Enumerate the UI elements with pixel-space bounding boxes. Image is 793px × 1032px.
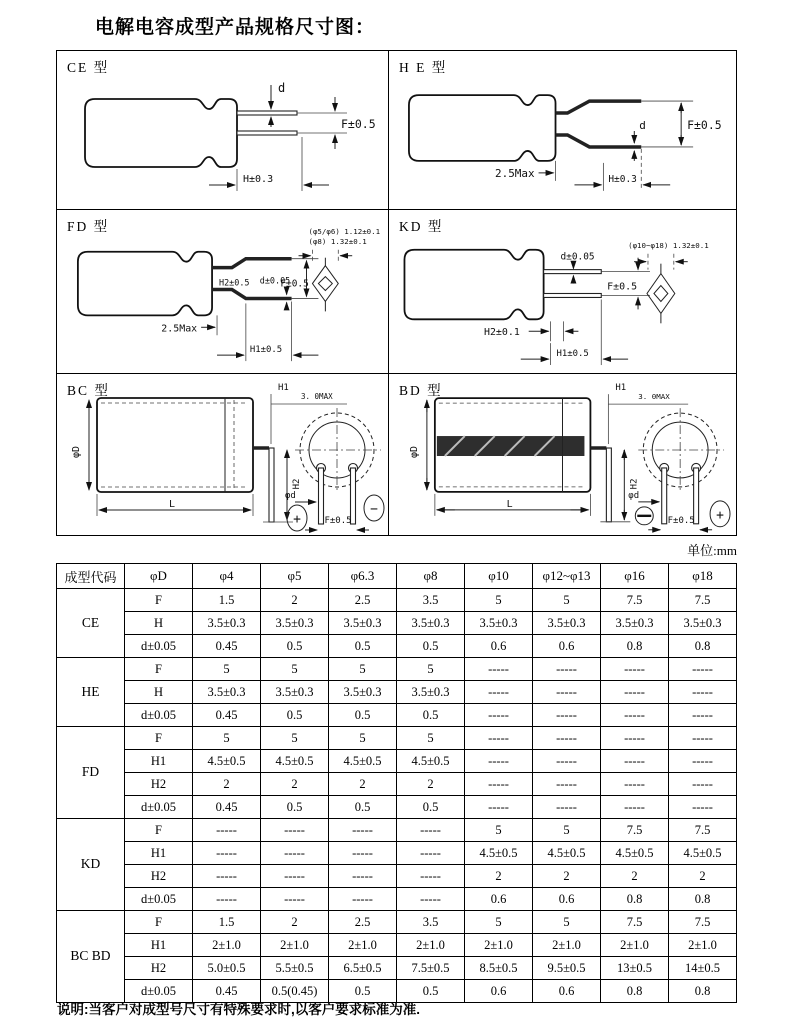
value-cell: 5 (261, 658, 329, 681)
bc-dim-max: 3. 0MAX (301, 392, 333, 401)
table-row (57, 658, 737, 681)
value-cell: ----- (261, 819, 329, 842)
param-cell: H1 (125, 842, 193, 865)
value-cell: ----- (601, 796, 669, 819)
value-cell: 2 (329, 773, 397, 796)
value-cell: 0.5 (397, 980, 465, 1003)
value-cell: 0.6 (533, 888, 601, 911)
column-header: φ5 (261, 564, 329, 589)
bd-dim-h2: H2 (629, 478, 640, 490)
value-cell: ----- (465, 750, 533, 773)
value-cell: 7.5 (669, 589, 737, 612)
panel-ce-title: CE 型 (67, 60, 110, 75)
param-cell: H2 (125, 773, 193, 796)
value-cell: 0.5(0.45) (261, 980, 329, 1003)
value-cell: 7.5 (601, 589, 669, 612)
value-cell: 0.8 (601, 635, 669, 658)
value-cell: 2 (601, 865, 669, 888)
table-row (57, 911, 737, 934)
param-cell: d±0.05 (125, 980, 193, 1003)
value-cell: 2 (261, 773, 329, 796)
fd-dim-max: 2.5Max (161, 323, 198, 335)
value-cell: 0.8 (601, 980, 669, 1003)
panel-kd (388, 209, 736, 373)
table-row (57, 865, 737, 888)
bc-minus-mark: − (370, 502, 378, 517)
bd-dim-h1: H1 (615, 383, 627, 394)
value-cell: 7.5 (669, 819, 737, 842)
value-cell: 2±1.0 (397, 934, 465, 957)
value-cell: ----- (397, 842, 465, 865)
value-cell: 0.6 (533, 980, 601, 1003)
param-cell: F (125, 727, 193, 750)
param-cell: H2 (125, 865, 193, 888)
fd-dim-h2: H2±0.5 (219, 277, 250, 288)
value-cell: 0.5 (329, 635, 397, 658)
value-cell: ----- (397, 819, 465, 842)
value-cell: 2 (397, 773, 465, 796)
table-row (57, 750, 737, 773)
value-cell: 5 (261, 727, 329, 750)
value-cell: ----- (193, 842, 261, 865)
table-row (57, 635, 737, 658)
table-row (57, 612, 737, 635)
value-cell: 5.0±0.5 (193, 957, 261, 980)
value-cell: 2±1.0 (329, 934, 397, 957)
value-cell: 3.5±0.3 (329, 612, 397, 635)
value-cell: 5.5±0.5 (261, 957, 329, 980)
value-cell: 0.8 (669, 888, 737, 911)
value-cell: ----- (601, 704, 669, 727)
type-code-cell: FD (57, 727, 125, 819)
panel-bd (388, 373, 736, 535)
value-cell: 0.8 (601, 888, 669, 911)
type-code-cell: CE (57, 589, 125, 658)
value-cell: ----- (669, 773, 737, 796)
param-cell: F (125, 911, 193, 934)
value-cell: 5 (465, 911, 533, 934)
value-cell: 2.5 (329, 911, 397, 934)
column-header: φ8 (397, 564, 465, 589)
value-cell: ----- (533, 796, 601, 819)
param-cell: F (125, 589, 193, 612)
value-cell: 7.5 (601, 911, 669, 934)
value-cell: ----- (397, 888, 465, 911)
value-cell: 3.5±0.3 (669, 612, 737, 635)
fd-dim-d: d±0.05 (259, 275, 291, 286)
value-cell: 6.5±0.5 (329, 957, 397, 980)
diagram-grid (56, 50, 737, 536)
bc-dim-l: L (168, 499, 176, 510)
footnote: 说明:当客户对成型号尺寸有特殊要求时,以客户要求标准为准. (57, 1002, 420, 1017)
table-row (57, 888, 737, 911)
fd-inset-line2: (φ8) 1.32±0.1 (308, 236, 367, 246)
value-cell: 0.5 (329, 704, 397, 727)
value-cell: ----- (465, 681, 533, 704)
value-cell: 14±0.5 (669, 957, 737, 980)
column-header: φ12~φ13 (533, 564, 601, 589)
value-cell: 13±0.5 (601, 957, 669, 980)
spec-table-body (57, 589, 737, 1003)
value-cell: 0.6 (533, 635, 601, 658)
value-cell: 3.5±0.3 (397, 681, 465, 704)
bc-dim-phi-d-lead: φd (285, 491, 296, 501)
panel-kd-title: KD 型 (399, 219, 444, 234)
value-cell: ----- (397, 865, 465, 888)
column-header: φ10 (465, 564, 533, 589)
bc-plus-mark: + (293, 512, 301, 527)
kd-dim-d: d±0.05 (560, 251, 595, 263)
value-cell: 5 (533, 589, 601, 612)
value-cell: 2±1.0 (193, 934, 261, 957)
value-cell: 2±1.0 (465, 934, 533, 957)
param-cell: H1 (125, 750, 193, 773)
param-cell: d±0.05 (125, 796, 193, 819)
table-row (57, 819, 737, 842)
value-cell: 2 (261, 589, 329, 612)
panel-bd-title: BD 型 (399, 383, 443, 398)
value-cell: ----- (601, 658, 669, 681)
value-cell: ----- (193, 819, 261, 842)
panel-bc (57, 373, 388, 535)
value-cell: 2.5 (329, 589, 397, 612)
value-cell: 0.45 (193, 704, 261, 727)
panel-fd (57, 209, 388, 373)
value-cell: 3.5±0.3 (261, 612, 329, 635)
column-header: φ6.3 (329, 564, 397, 589)
table-row (57, 589, 737, 612)
value-cell: 2 (465, 865, 533, 888)
value-cell: ----- (601, 750, 669, 773)
value-cell: 4.5±0.5 (465, 842, 533, 865)
fd-dim-f: F±0.5 (280, 278, 309, 290)
table-row (57, 773, 737, 796)
value-cell: 5 (465, 819, 533, 842)
value-cell: 0.8 (669, 980, 737, 1003)
value-cell: 5 (533, 911, 601, 934)
value-cell: 2 (261, 911, 329, 934)
panel-bc-title: BC 型 (67, 383, 110, 398)
value-cell: 3.5±0.3 (465, 612, 533, 635)
value-cell: ----- (329, 819, 397, 842)
value-cell: 0.5 (261, 704, 329, 727)
value-cell: 7.5 (601, 819, 669, 842)
value-cell: ----- (193, 888, 261, 911)
value-cell: ----- (193, 865, 261, 888)
table-row (57, 842, 737, 865)
value-cell: 3.5±0.3 (193, 681, 261, 704)
param-cell: H2 (125, 957, 193, 980)
column-header: φ18 (669, 564, 737, 589)
value-cell: 1.5 (193, 589, 261, 612)
value-cell: 3.5±0.3 (601, 612, 669, 635)
he-dim-f: F±0.5 (687, 118, 722, 133)
column-header: 成型代码 (57, 564, 125, 589)
value-cell: ----- (465, 704, 533, 727)
value-cell: 0.5 (329, 796, 397, 819)
value-cell: 5 (193, 658, 261, 681)
value-cell: 3.5±0.3 (193, 612, 261, 635)
value-cell: ----- (533, 704, 601, 727)
table-row (57, 704, 737, 727)
value-cell: ----- (601, 681, 669, 704)
value-cell: ----- (601, 727, 669, 750)
value-cell: 0.45 (193, 635, 261, 658)
value-cell: ----- (533, 681, 601, 704)
value-cell: 4.5±0.5 (329, 750, 397, 773)
column-header: φ4 (193, 564, 261, 589)
value-cell: 2 (193, 773, 261, 796)
he-dim-d: d (639, 119, 646, 133)
value-cell: 0.5 (261, 796, 329, 819)
value-cell: ----- (261, 842, 329, 865)
type-code-cell: BC BD (57, 911, 125, 1003)
value-cell: 1.5 (193, 911, 261, 934)
value-cell: 0.6 (465, 888, 533, 911)
value-cell: ----- (465, 658, 533, 681)
value-cell: 8.5±0.5 (465, 957, 533, 980)
ce-dim-d: d (278, 81, 286, 95)
param-cell: H (125, 681, 193, 704)
value-cell: 4.5±0.5 (669, 842, 737, 865)
value-cell: 5 (397, 658, 465, 681)
bc-dim-h1: H1 (278, 383, 289, 393)
spec-table-header-row (57, 564, 737, 589)
value-cell: 0.5 (397, 635, 465, 658)
value-cell: ----- (465, 773, 533, 796)
value-cell: ----- (669, 796, 737, 819)
bd-dim-max: 3. 0MAX (638, 392, 670, 402)
value-cell: 4.5±0.5 (193, 750, 261, 773)
value-cell: ----- (533, 773, 601, 796)
param-cell: d±0.05 (125, 635, 193, 658)
kd-dim-h1: H1±0.5 (556, 349, 589, 360)
value-cell: 0.6 (465, 980, 533, 1003)
value-cell: 2 (669, 865, 737, 888)
fd-inset-line1: (φ5/φ6) 1.12±0.1 (308, 226, 381, 236)
value-cell: 0.45 (193, 796, 261, 819)
unit-label: 单位:mm (687, 543, 737, 558)
param-cell: F (125, 819, 193, 842)
value-cell: ----- (261, 888, 329, 911)
table-row (57, 796, 737, 819)
value-cell: 2±1.0 (669, 934, 737, 957)
kd-dim-h2: H2±0.1 (483, 327, 520, 339)
bd-dim-l: L (506, 498, 513, 510)
value-cell: 3.5 (397, 911, 465, 934)
bd-dim-phi-d-lead: φd (628, 490, 640, 501)
table-row (57, 727, 737, 750)
value-cell: 0.5 (329, 980, 397, 1003)
value-cell: 5 (397, 727, 465, 750)
value-cell: ----- (669, 727, 737, 750)
value-cell: 0.5 (397, 704, 465, 727)
panel-fd-title: FD 型 (67, 219, 110, 234)
value-cell: 3.5±0.3 (533, 612, 601, 635)
value-cell: ----- (669, 658, 737, 681)
spec-table (56, 563, 737, 1003)
kd-inset-line1: (φ10~φ18) 1.32±0.1 (628, 240, 709, 250)
value-cell: ----- (533, 727, 601, 750)
table-row (57, 934, 737, 957)
bd-dim-phi-d-body: φD (408, 445, 420, 459)
value-cell: 3.5 (397, 589, 465, 612)
value-cell: 3.5±0.3 (329, 681, 397, 704)
bd-plus-mark: + (716, 507, 724, 523)
param-cell: H1 (125, 934, 193, 957)
value-cell: 4.5±0.5 (601, 842, 669, 865)
value-cell: 5 (465, 589, 533, 612)
value-cell: 0.45 (193, 980, 261, 1003)
value-cell: ----- (329, 888, 397, 911)
table-row (57, 957, 737, 980)
value-cell: 0.5 (397, 796, 465, 819)
value-cell: 0.5 (261, 635, 329, 658)
value-cell: ----- (669, 681, 737, 704)
value-cell: ----- (329, 842, 397, 865)
value-cell: ----- (329, 865, 397, 888)
value-cell: 4.5±0.5 (397, 750, 465, 773)
value-cell: 5 (533, 819, 601, 842)
fd-dim-h1: H1±0.5 (249, 345, 283, 356)
value-cell: 3.5±0.3 (397, 612, 465, 635)
value-cell: 2±1.0 (533, 934, 601, 957)
param-cell: F (125, 658, 193, 681)
param-cell: H (125, 612, 193, 635)
value-cell: ----- (465, 727, 533, 750)
he-dim-max: 2.5Max (495, 166, 535, 180)
value-cell: ----- (669, 750, 737, 773)
table-row (57, 681, 737, 704)
value-cell: 5 (329, 727, 397, 750)
value-cell: 5 (193, 727, 261, 750)
column-header: φ16 (601, 564, 669, 589)
value-cell: ----- (601, 773, 669, 796)
value-cell: ----- (533, 750, 601, 773)
value-cell: 9.5±0.5 (533, 957, 601, 980)
bd-dim-f: F±0.5 (667, 515, 695, 526)
value-cell: 4.5±0.5 (261, 750, 329, 773)
kd-dim-f: F±0.5 (607, 281, 638, 293)
value-cell: 5 (329, 658, 397, 681)
bc-dim-phi-d-body: φD (71, 445, 82, 459)
type-code-cell: KD (57, 819, 125, 911)
value-cell: 3.5±0.3 (261, 681, 329, 704)
value-cell: 2 (533, 865, 601, 888)
value-cell: 4.5±0.5 (533, 842, 601, 865)
value-cell: ----- (669, 704, 737, 727)
value-cell: ----- (533, 658, 601, 681)
value-cell: 2±1.0 (261, 934, 329, 957)
value-cell: 2±1.0 (601, 934, 669, 957)
param-cell: d±0.05 (125, 888, 193, 911)
panel-he (388, 51, 736, 209)
ce-dim-f: F±0.5 (341, 117, 376, 131)
bc-dim-f: F±0.5 (324, 516, 352, 526)
value-cell: ----- (261, 865, 329, 888)
value-cell: 0.6 (465, 635, 533, 658)
column-header: φD (125, 564, 193, 589)
value-cell: 7.5±0.5 (397, 957, 465, 980)
page-title: 电解电容成型产品规格尺寸图： (95, 17, 376, 38)
param-cell: d±0.05 (125, 704, 193, 727)
bc-dim-h2: H2 (292, 478, 302, 490)
he-dim-h: H±0.3 (608, 173, 637, 185)
value-cell: 0.8 (669, 635, 737, 658)
panel-ce (57, 51, 388, 209)
type-code-cell: HE (57, 658, 125, 727)
ce-dim-h: H±0.3 (243, 174, 274, 185)
panel-he-title: H E 型 (399, 60, 448, 75)
value-cell: ----- (465, 796, 533, 819)
value-cell: 7.5 (669, 911, 737, 934)
